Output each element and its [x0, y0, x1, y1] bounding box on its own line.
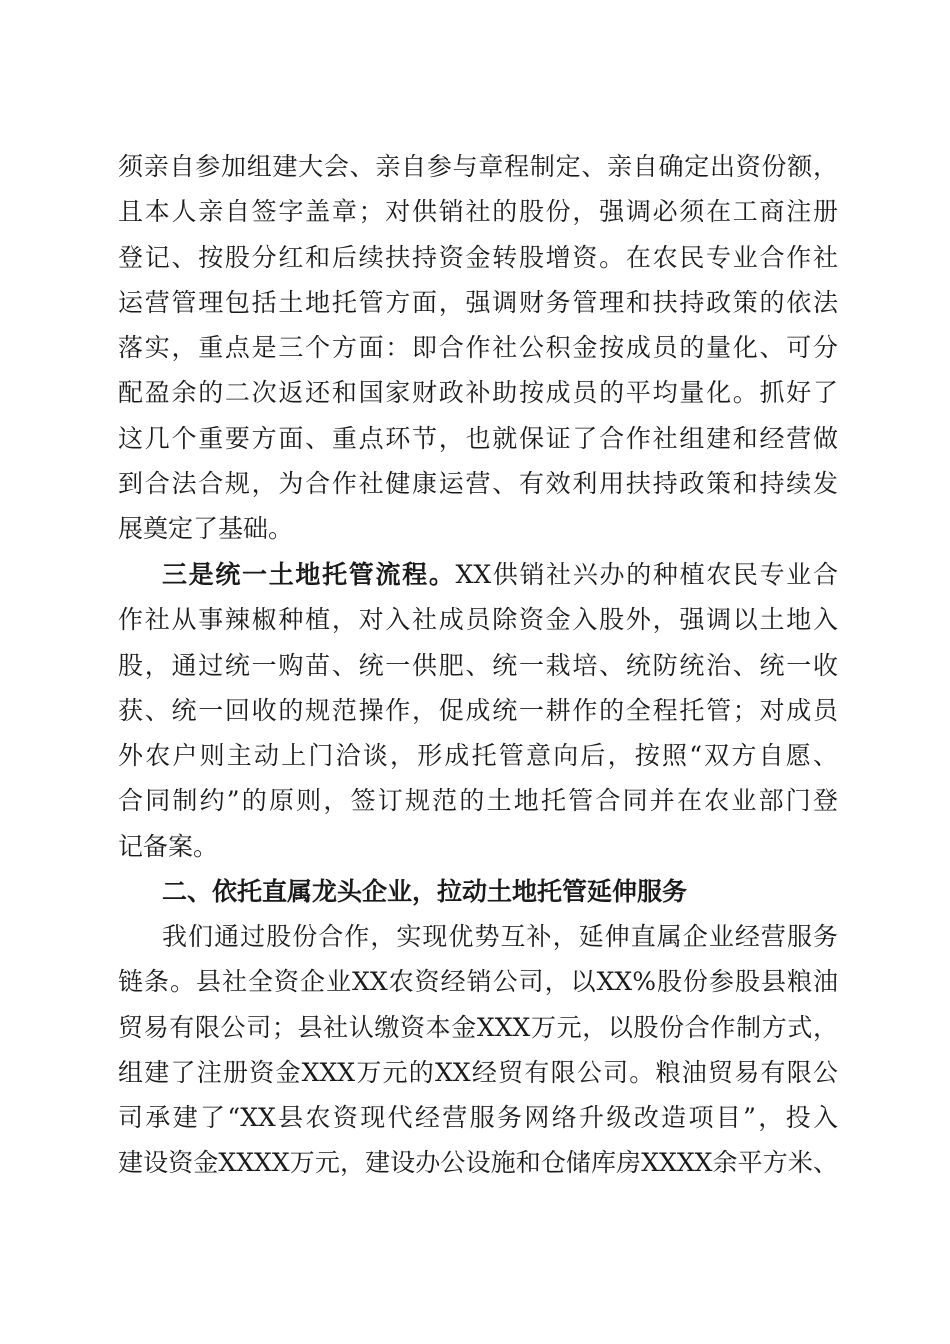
paragraph-3-line: 司承建了“XX县农资现代经营服务网络升级改造项目”，投入: [118, 1103, 838, 1133]
paragraph-2-line: 记备案。: [118, 831, 219, 861]
paragraph-1-line: 须亲自参加组建大会、亲自参与章程制定、亲自确定出资份额，: [118, 152, 838, 181]
paragraph-1-line: 运营管理包括土地托管方面，强调财务管理和扶持政策的依法: [118, 287, 838, 317]
paragraph-2-line: 作社从事辣椒种植，对入社成员除资金入股外，强调以土地入: [118, 605, 838, 635]
paragraph-2-lead: 三是统一土地托管流程。: [162, 560, 456, 589]
paragraph-1-line: 登记、按股分红和后续扶持资金转股增资。在农民专业合作社: [118, 242, 838, 272]
paragraph-3-first-line: 我们通过股份合作，实现优势互补，延伸直属企业经营服务: [162, 922, 838, 951]
paragraph-1-line: 配盈余的二次返还和国家财政补助按成员的平均量化。抓好了: [118, 378, 838, 408]
paragraph-2-line: 获、统一回收的规范操作，促成统一耕作的全程托管；对成员: [118, 695, 838, 725]
paragraph-1-line: 到合法合规，为合作社健康运营、有效利用扶持政策和持续发: [118, 469, 838, 499]
paragraph-3-line: 建设资金XXXX万元，建设办公设施和仓储库房XXXX余平方米、: [118, 1148, 838, 1178]
paragraph-1-line: 且本人亲自签字盖章；对供销社的股份，强调必须在工商注册: [118, 197, 838, 227]
paragraph-3-line: 链条。县社全资企业XX农资经销公司，以XX%股份参股县粮油: [118, 967, 838, 997]
paragraph-3: [118, 914, 838, 1186]
paragraph-2-line: 合同制约”的原则，签订规范的土地托管合同并在农业部门登: [118, 786, 838, 816]
paragraph-2-line: 外农户则主动上门洽谈，形成托管意向后，按照“双方自愿、: [118, 741, 838, 771]
section-heading: 二、依托直属龙头企业，拉动土地托管延伸服务: [162, 877, 688, 906]
paragraph-2-line: 股，通过统一购苗、统一供肥、统一栽培、统防统治、统一收: [118, 650, 838, 680]
paragraph-1-line: 落实，重点是三个方面：即合作社公积金按成员的量化、可分: [118, 333, 838, 363]
paragraph-2-first-line: [118, 552, 838, 597]
paragraph-2: [118, 552, 838, 869]
paragraph-1: [118, 144, 838, 552]
section-heading-block: [118, 869, 838, 914]
paragraph-1-line: 这几个重要方面、重点环节，也就保证了合作社组建和经营做: [118, 423, 838, 453]
paragraph-2-first-rest: XX供销社兴办的种植农民专业合: [455, 560, 838, 589]
paragraph-3-line: 贸易有限公司；县社认缴资本金XXX万元，以股份合作制方式，: [118, 1012, 838, 1042]
paragraph-3-line: 组建了注册资金XXX万元的XX经贸有限公司。粮油贸易有限公: [118, 1057, 838, 1087]
paragraph-1-line: 展奠定了基础。: [118, 514, 294, 544]
